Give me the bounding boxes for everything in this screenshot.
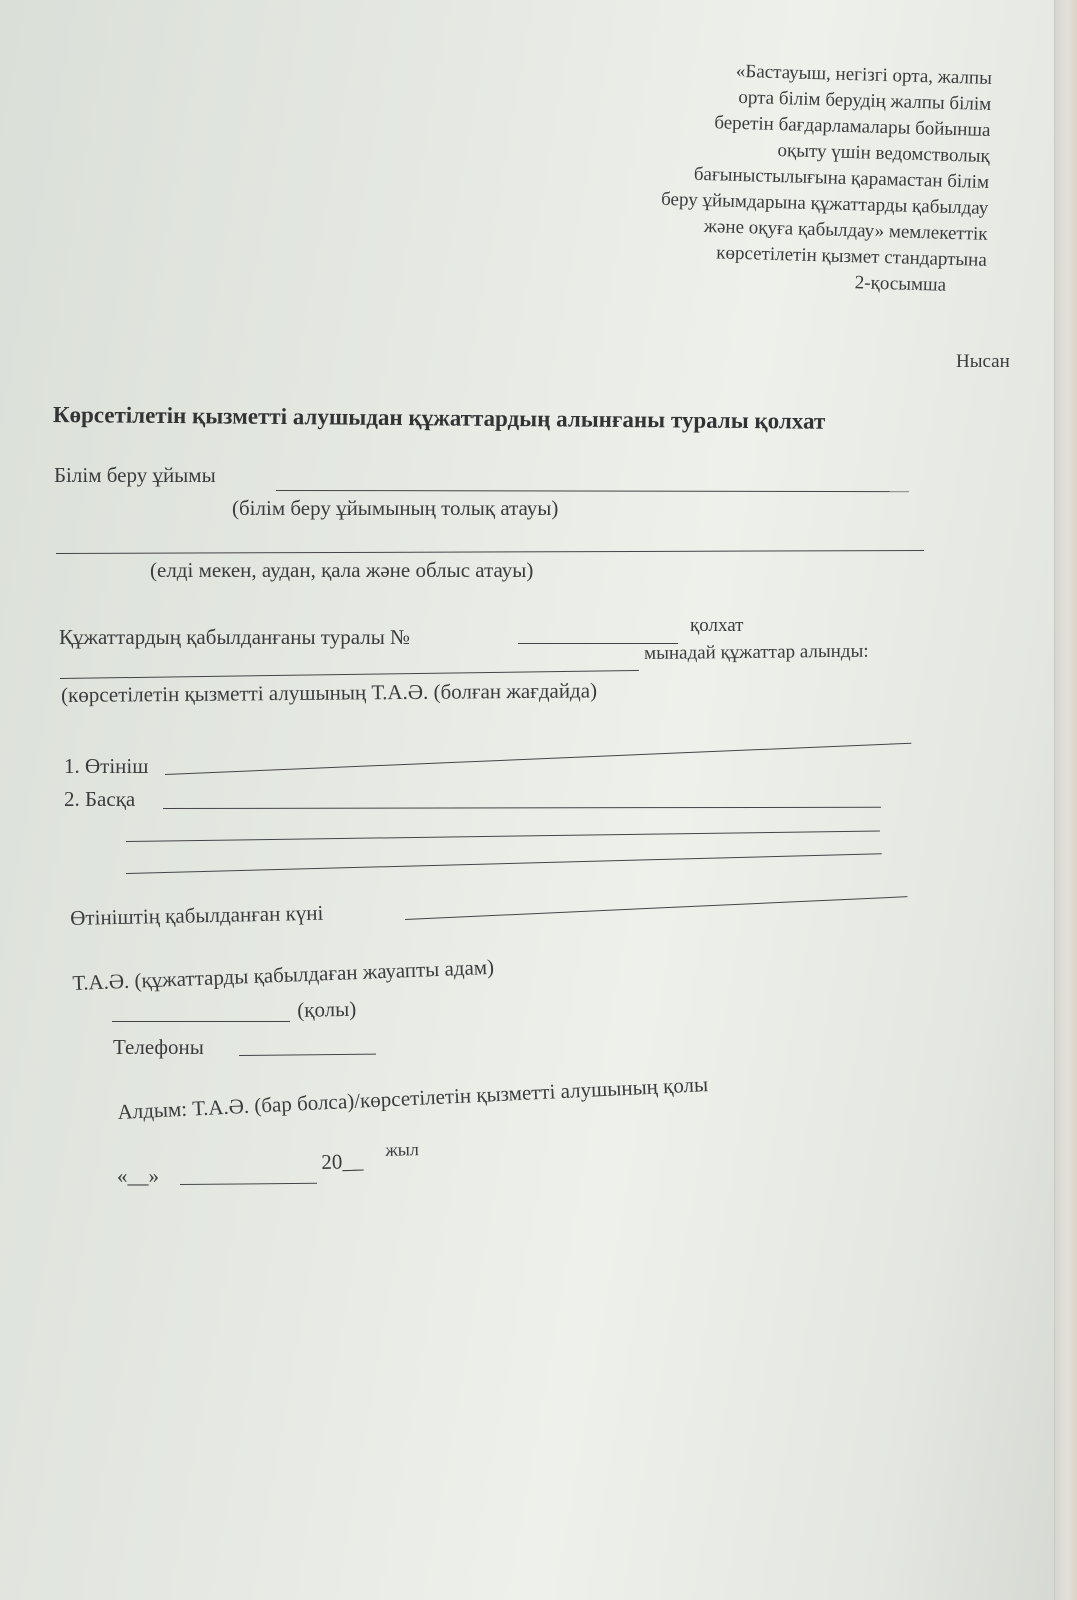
receipt-suffix: қолхат — [690, 615, 744, 636]
doc-item-application: 1. Өтініш — [64, 754, 149, 778]
signature-field[interactable] — [112, 1021, 290, 1022]
received-text: мынадай құжаттар алынды: — [644, 640, 869, 664]
other-docs-field-3[interactable] — [126, 853, 882, 874]
doc-item-other: 2. Басқа — [64, 787, 136, 811]
location-field[interactable] — [56, 550, 924, 554]
recipient-caption: (көрсетілетін қызметті алушының Т.А.Ә. (болған жағдайда) — [61, 678, 598, 707]
header-line: «Бастауыш, негізгі орта, жалпы — [735, 60, 992, 89]
org-name-field[interactable] — [276, 490, 909, 492]
other-docs-field-2[interactable] — [126, 830, 880, 842]
date-year: 20__ — [321, 1148, 364, 1174]
header-line: бағыныстылығына қарамастан білім — [693, 163, 990, 193]
application-date-field[interactable] — [405, 896, 908, 920]
header-line: орта білім берудің жалпы білім — [737, 86, 992, 115]
other-docs-field-1[interactable] — [163, 807, 881, 809]
responsible-person-label: Т.А.Ә. (құжаттарды қабылдаған жауапты адам) — [72, 954, 495, 995]
received-by-line: Алдым: Т.А.Ә. (бар болса)/көрсетілетін қызметті алушының қолы — [117, 1072, 709, 1124]
phone-field[interactable] — [239, 1054, 376, 1056]
signature-caption: (қолы) — [297, 996, 357, 1022]
header-line: және оқуға қабылдау» мемлекеттік — [703, 216, 988, 245]
document-title: Көрсетілетін қызметті алушыдан құжаттардың алынғаны туралы қолхат — [52, 402, 826, 434]
org-label: Білім беру ұйымы — [54, 463, 216, 487]
header-line: көрсетілетін қызмет стандартына — [715, 242, 987, 271]
regulation-reference-header — [658, 57, 992, 300]
header-line: беру ұйымдарына құжаттарды қабылдау — [660, 188, 989, 219]
recipient-name-field[interactable] — [60, 670, 639, 679]
date-year-label: жыл — [385, 1139, 420, 1160]
location-caption: (елді мекен, аудан, қала және облыс атауы) — [150, 558, 534, 582]
application-field[interactable] — [165, 743, 911, 775]
org-name-caption: (білім беру ұйымының толық атауы) — [232, 496, 559, 520]
phone-label: Телефоны — [113, 1035, 204, 1059]
application-date-label: Өтініштің қабылданған күні — [70, 900, 324, 930]
header-line: беретін бағдарламалары бойынша — [713, 112, 991, 141]
form-label: Нысан — [956, 351, 1010, 372]
header-line: оқыту үшін ведомстволық — [776, 140, 990, 167]
date-month-field[interactable] — [180, 1183, 317, 1185]
appendix-number: 2-қосымша — [854, 272, 947, 296]
receipt-number-prefix: Құжаттардың қабылданғаны туралы № — [59, 625, 411, 649]
date-day: «__» — [117, 1164, 159, 1188]
